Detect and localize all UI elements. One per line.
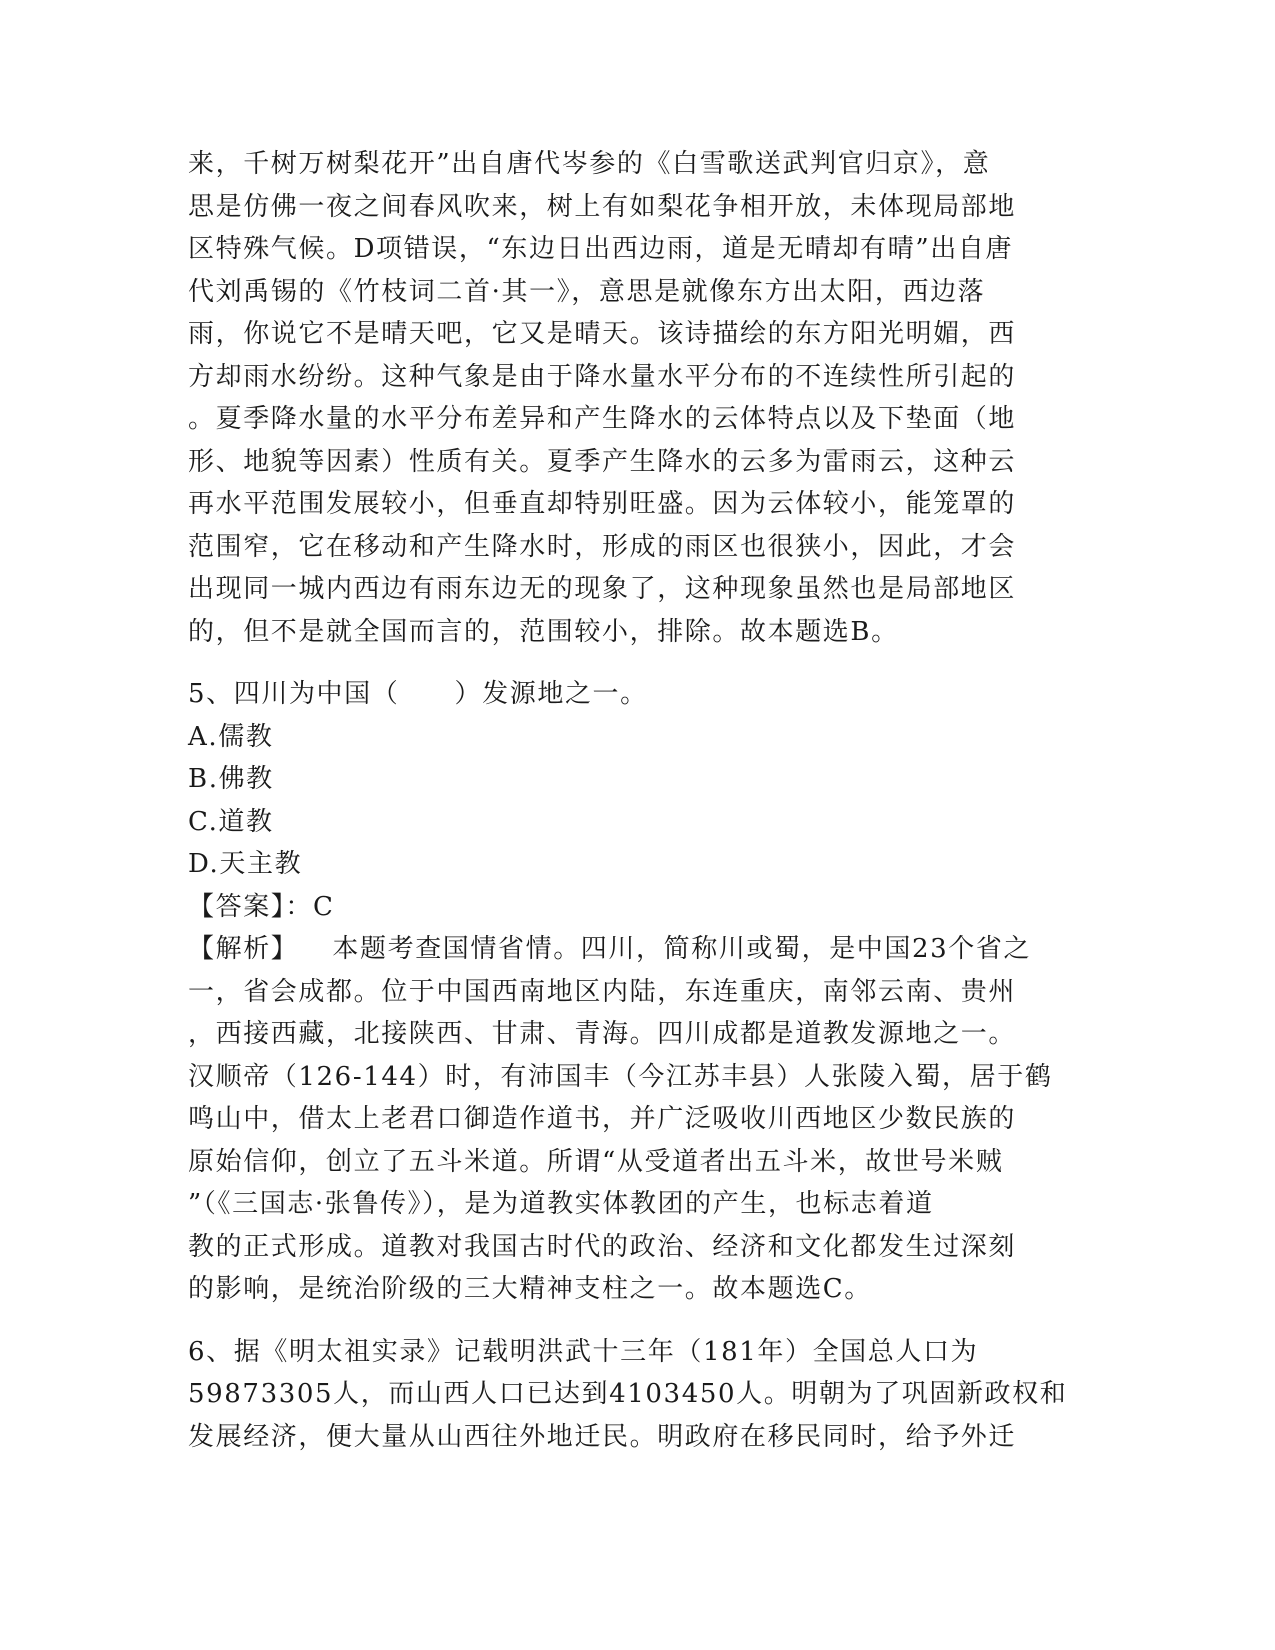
explanation-line: 思是仿佛一夜之间春风吹来，树上有如梨花争相开放，未体现局部地 — [188, 191, 1017, 222]
previous-explanation — [188, 143, 1088, 653]
question-line: 6、据《明太祖实录》记载明洪武十三年（181年）全国总人口为 — [188, 1336, 979, 1367]
analysis-line: ，西接西藏，北接陕西、甘肃、青海。四川成都是道教发源地之一。 — [188, 1019, 1017, 1049]
question-title: 5、四川为中国（ ）发源地之一。 — [188, 679, 648, 709]
analysis-line: ”（《三国志·张鲁传》），是为道教实体教团的产生，也标志着道 — [188, 1189, 934, 1219]
explanation-line: 再水平范围发展较小，但垂直却特别旺盛。因为云体较小，能笼罩的 — [188, 489, 1017, 519]
explanation-line: 出现同一城内西边有雨东边无的现象了，这种现象虽然也是局部地区 — [188, 574, 1017, 604]
option-c: C.道教 — [188, 806, 274, 837]
analysis-line: 汉顺帝（126-144）时，有沛国丰（今江苏丰县）人张陵入蜀，居于鹤 — [188, 1061, 1053, 1092]
explanation-line: 。夏季降水量的水平分布差异和产生降水的云体特点以及下垫面（地 — [188, 404, 1017, 434]
explanation-line: 范围窄，它在移动和产生降水时，形成的雨区也很狭小，因此，才会 — [188, 531, 1017, 562]
document-page — [188, 143, 1088, 1458]
explanation-line: 来，千树万树梨花开”出自唐代岑参的《白雪歌送武判官归京》，意 — [188, 149, 991, 179]
analysis-tag: 【解析】 — [188, 934, 299, 964]
option-d: D.天主教 — [188, 849, 303, 879]
option-a: A.儒教 — [188, 721, 274, 752]
explanation-line: 代刘禹锡的《竹枝词二首·其一》，意思是就像东方出太阳，西边落 — [188, 276, 986, 307]
analysis-line: 鸣山中，借太上老君口御造作道书，并广泛吸收川西地区少数民族的 — [188, 1104, 1017, 1134]
option-b: B.佛教 — [188, 764, 274, 794]
analysis-line: 教的正式形成。道教对我国古时代的政治、经济和文化都发生过深刻 — [188, 1231, 1017, 1262]
question-5 — [188, 673, 1088, 1311]
analysis-line: 一，省会成都。位于中国西南地区内陆，东连重庆，南邻云南、贵州 — [188, 976, 1017, 1007]
question-line: 59873305人，而山西人口已达到4103450人。明朝为了巩固新政权和 — [188, 1379, 1068, 1409]
analysis-line: 原始信仰，创立了五斗米道。所谓“从受道者出五斗米，故世号米贼 — [188, 1146, 1004, 1177]
explanation-line: 区特殊气候。D项错误，“东边日出西边雨，道是无晴却有晴”出自唐 — [188, 234, 1014, 264]
explanation-line: 方却雨水纷纷。这种气象是由于降水量水平分布的不连续性所引起的 — [188, 361, 1017, 392]
analysis-line: 的影响，是统治阶级的三大精神支柱之一。故本题选C。 — [188, 1274, 872, 1304]
explanation-line: 形、地貌等因素）性质有关。夏季产生降水的云多为雷雨云，这种云 — [188, 446, 1017, 477]
analysis-first-line — [188, 928, 1088, 971]
answer-line: 【答案】：C — [188, 891, 335, 922]
question-6 — [188, 1331, 1088, 1459]
analysis-text: 本题考查国情省情。四川，简称川或蜀，是中国23个省之 — [332, 934, 1032, 964]
explanation-line: 的，但不是就全国而言的，范围较小，排除。故本题选B。 — [188, 616, 899, 647]
explanation-line: 雨，你说它不是晴天吧，它又是晴天。该诗描绘的东方阳光明媚，西 — [188, 319, 1017, 349]
question-line: 发展经济，便大量从山西往外地迁民。明政府在移民同时，给予外迁 — [188, 1421, 1017, 1452]
